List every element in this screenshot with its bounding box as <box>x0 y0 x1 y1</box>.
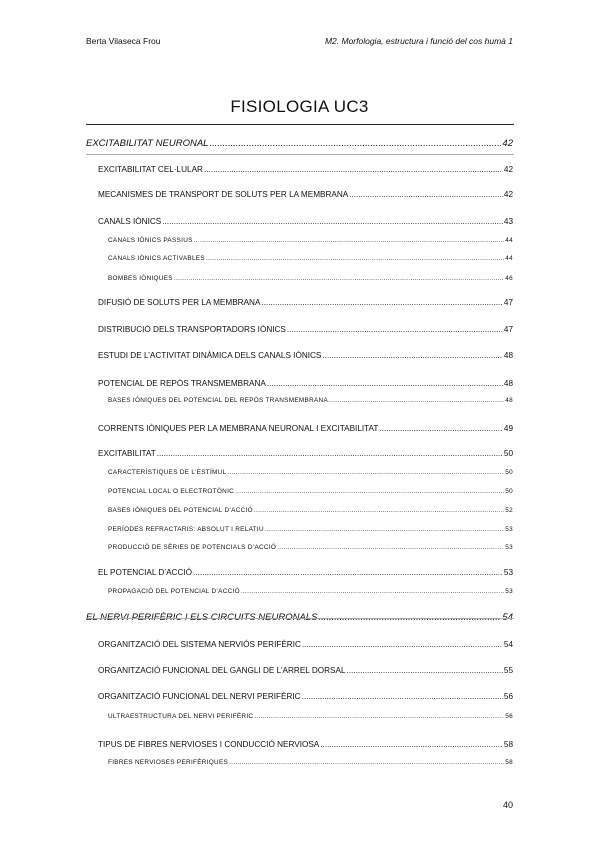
toc-entry-title: CARACTERÍSTIQUES DE L’ESTÍMUL <box>108 469 227 476</box>
toc-leader-dots <box>267 379 503 388</box>
toc-entry[interactable] <box>108 507 513 514</box>
toc-entry-page: 56 <box>503 692 513 701</box>
toc-entry[interactable] <box>98 190 513 199</box>
toc-entry-page: 48 <box>503 351 513 360</box>
toc-entry-page: 50 <box>505 488 513 495</box>
toc-entry-title: PERÍODES REFRACTARIS: ABSOLUT I RELATIU <box>108 526 264 533</box>
toc-leader-dots <box>287 325 503 334</box>
toc-entry[interactable] <box>98 640 513 649</box>
toc-leader-dots <box>379 424 502 433</box>
toc-entry[interactable] <box>108 275 513 282</box>
toc-leader-dots <box>174 275 504 282</box>
toc-entry[interactable] <box>108 544 513 551</box>
toc-leader-dots <box>162 217 503 226</box>
toc-entry-page: 47 <box>503 298 513 307</box>
toc-leader-dots <box>227 469 504 476</box>
toc-leader-dots <box>229 759 504 766</box>
toc-leader-dots <box>235 488 504 495</box>
toc-entry-page: 49 <box>503 424 513 433</box>
toc-entry-title: ESTUDI DE L’ACTIVITAT DINÀMICA DELS CANALS IÒNICS <box>98 351 322 360</box>
toc-entry-page: 48 <box>503 379 513 388</box>
toc-leader-dots <box>157 449 503 458</box>
author-name: Berta Vilaseca Frou <box>86 36 161 46</box>
toc-entry-title: EXCITABILITAT <box>98 449 156 458</box>
toc-entry-page: 42 <box>502 138 513 149</box>
toc-entry[interactable] <box>98 298 513 307</box>
toc-entry-title: ULTRAESTRUCTURA DEL NERVI PERIFÈRIC <box>108 713 254 720</box>
toc-entry-page: 53 <box>505 526 513 533</box>
toc-entry[interactable] <box>98 325 513 334</box>
toc-leader-dots <box>241 588 504 595</box>
toc-entry-page: 47 <box>503 325 513 334</box>
toc-entry[interactable] <box>108 255 513 262</box>
toc-entry[interactable] <box>108 469 513 476</box>
toc-entry[interactable] <box>108 526 513 533</box>
toc-leader-dots <box>322 351 503 360</box>
toc-leader-dots <box>302 692 503 701</box>
toc-entry-page: 53 <box>505 544 513 551</box>
toc-entry-title: MECANISMES DE TRANSPORT DE SOLUTS PER LA MEMBRANA <box>98 190 349 199</box>
toc-leader-dots <box>204 165 503 174</box>
toc-entry-page: 54 <box>503 640 513 649</box>
toc-entry-page: 53 <box>505 588 513 595</box>
toc-entry[interactable] <box>98 449 513 458</box>
toc-entry-title: EXCITABILITAT CEL·LULAR <box>98 165 203 174</box>
toc-entry-title: PRODUCCIÓ DE SÈRIES DE POTENCIALS D’ACCIÓ <box>108 544 277 551</box>
toc-entry-title: BASES IÒNIQUES DEL POTENCIAL DEL REPÒS TRANSMEMBRANA <box>108 397 329 404</box>
toc-leader-dots <box>277 544 504 551</box>
section-divider <box>86 154 514 155</box>
toc-entry[interactable] <box>108 397 513 404</box>
toc-entry[interactable] <box>98 379 513 388</box>
toc-entry[interactable] <box>108 588 513 595</box>
toc-entry-title: BOMBES IÒNIQUES <box>108 275 173 282</box>
toc-leader-dots <box>329 397 504 404</box>
toc-entry-title: EL NERVI PERIFÈRIC I ELS CIRCUITS NEURONALS <box>86 612 318 623</box>
toc-entry[interactable] <box>98 740 513 749</box>
toc-entry-title: DISTRIBUCIÓ DELS TRANSPORTADORS IÒNICS <box>98 325 286 334</box>
toc-entry-page: 55 <box>503 666 513 675</box>
toc-entry-title: TIPUS DE FIBRES NERVIOSES I CONDUCCIÓ NERVIOSA <box>98 740 320 749</box>
page-number: 40 <box>502 800 513 810</box>
title-rule <box>86 124 514 125</box>
toc-entry-title: EL POTENCIAL D’ACCIÓ <box>98 568 193 577</box>
toc-entry[interactable] <box>98 217 513 226</box>
toc-entry-title: POTENCIAL LOCAL O ELECTROTÒNIC <box>108 488 235 495</box>
toc-entry-title: CANALS IÒNICS PASSIUS <box>108 237 193 244</box>
toc-leader-dots <box>265 526 504 533</box>
toc-entry-page: 54 <box>502 612 513 623</box>
toc-entry-title: PROPAGACIÓ DEL POTENCIAL D’ACCIÓ <box>108 588 240 595</box>
toc-entry-title: ORGANITZACIÓ FUNCIONAL DEL GANGLI DE L’ARREL DORSAL <box>98 666 346 675</box>
toc-entry-page: 58 <box>503 740 513 749</box>
toc-leader-dots <box>193 568 503 577</box>
toc-leader-dots <box>261 298 502 307</box>
toc-entry-title: CANALS IÒNICS <box>98 217 162 226</box>
toc-entry-title: CANALS IÒNICS ACTIVABLES <box>108 255 205 262</box>
toc-entry-page: 58 <box>505 759 513 766</box>
toc-leader-dots <box>349 190 503 199</box>
toc-entry-page: 42 <box>503 165 513 174</box>
toc-entry-page: 42 <box>503 190 513 199</box>
toc-entry[interactable] <box>98 165 513 174</box>
toc-entry-title: CORRENTS IÒNIQUES PER LA MEMBRANA NEURONAL I EXCITABILITAT <box>98 424 379 433</box>
toc-entry-page: 50 <box>505 469 513 476</box>
toc-entry-page: 46 <box>505 275 513 282</box>
toc-entry[interactable] <box>98 666 513 675</box>
toc-entry-title: BASES IÒNIQUES DEL POTENCIAL D’ACCIÓ <box>108 507 253 514</box>
toc-entry[interactable] <box>86 138 513 149</box>
toc-leader-dots <box>254 713 504 720</box>
toc-entry[interactable] <box>108 488 513 495</box>
course-title: M2. Morfologia, estructura i funció del cos humà 1 <box>324 36 513 46</box>
toc-entry[interactable] <box>98 692 513 701</box>
toc-leader-dots <box>347 666 503 675</box>
toc-leader-dots <box>194 237 505 244</box>
toc-entry-title: ORGANITZACIÓ FUNCIONAL DEL NERVI PERIFÈRIC <box>98 692 301 701</box>
toc-entry-title: EXCITABILITAT NEURONAL <box>86 138 209 149</box>
toc-leader-dots <box>320 740 503 749</box>
toc-entry[interactable] <box>108 713 513 720</box>
toc-entry-page: 44 <box>505 237 513 244</box>
toc-entry-title: DIFUSIÓ DE SOLUTS PER LA MEMBRANA <box>98 298 261 307</box>
toc-entry-title: POTENCIAL DE REPÒS TRANSMEMBRANA <box>98 379 266 388</box>
toc-entry-page: 53 <box>503 568 513 577</box>
toc-entry-page: 52 <box>505 507 513 514</box>
toc-entry[interactable] <box>98 568 513 577</box>
toc-entry[interactable] <box>98 351 513 360</box>
toc-entry-page: 50 <box>503 449 513 458</box>
toc-leader-dots <box>209 138 501 149</box>
page-header <box>86 36 513 50</box>
toc-entry-title: FIBRES NERVIOSES PERIFÈRIQUES <box>108 759 229 766</box>
toc-leader-dots <box>302 640 503 649</box>
toc-entry-title: ORGANITZACIÓ DEL SISTEMA NERVIÓS PERIFÈRIC <box>98 640 301 649</box>
page-title: FISIOLOGIA UC3 <box>230 97 369 116</box>
toc-entry[interactable] <box>108 237 513 244</box>
section-divider <box>86 618 514 619</box>
toc-leader-dots <box>254 507 504 514</box>
toc-entry[interactable] <box>98 424 513 433</box>
toc-entry-page: 56 <box>505 713 513 720</box>
toc-entry[interactable] <box>108 759 513 766</box>
toc-entry-page: 43 <box>503 217 513 226</box>
toc-entry-page: 44 <box>505 255 513 262</box>
toc-leader-dots <box>206 255 504 262</box>
toc-entry-page: 48 <box>505 397 513 404</box>
